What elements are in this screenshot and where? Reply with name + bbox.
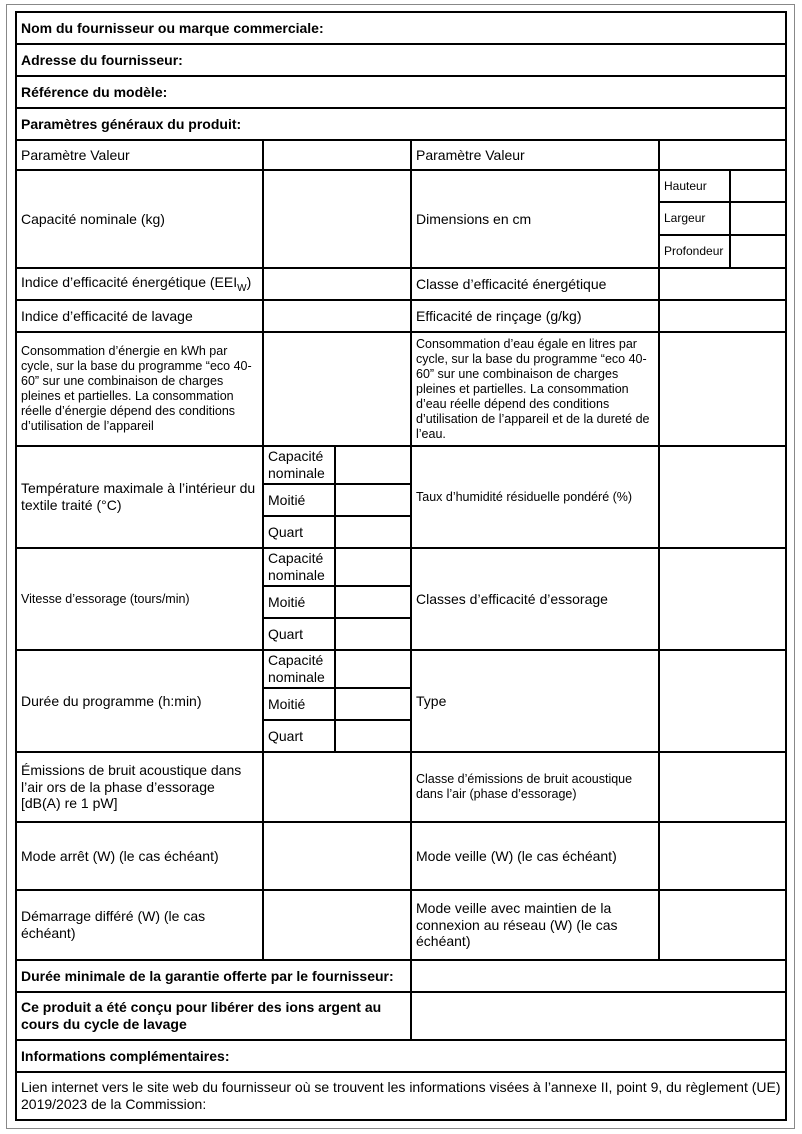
spin-quarter-load-value [334,617,412,651]
silver-ions-label: Ce produit a été conçu pour libérer des ions argent au cours du cycle de lavage [15,991,412,1041]
rinsing-value [658,299,787,333]
energy-consumption-label: Consommation d’énergie en kWh par cycle, sur la base du programme “eco 40-60” sur une combinaison de charges pleines et partielles. La consommation réelle d’énergie dépend des conditions d’utilisation de l’appareil [15,331,264,447]
delay-start-label: Démarrage différé (W) (le cas échéant) [15,889,264,961]
networked-standby-label: Mode veille avec maintien de la connexion au réseau (W) (le cas échéant) [410,889,660,961]
additional-info-row: Informations complémentaires: [15,1039,787,1073]
duration-quarter-load-label: Quart [262,719,336,753]
guarantee-label: Durée minimale de la garantie offerte par le fournisseur: [15,959,412,993]
header-right-value [658,139,787,171]
eei-text: Indice d’efficacité énergétique $(EEI_W)$ [21,273,252,294]
energy-class-label: Classe d’efficacité énergétique [410,267,660,301]
eei-value [262,267,412,301]
eei-label [15,267,264,301]
moisture-value [658,445,787,549]
guarantee-value [410,959,787,993]
type-label: Type [410,649,660,753]
model-reference-row: Référence du modèle: [15,75,787,109]
duration-full-load-value [334,649,412,689]
energy-class-value [658,267,787,301]
spin-half-load-value [334,585,412,619]
temp-full-load-label: Capacité nominale [262,445,336,485]
washing-index-label: Indice d’efficacité de lavage [15,299,264,333]
temp-half-load-value [334,483,412,517]
standby-mode-value [658,821,787,891]
spin-speed-label: Vitesse d’essorage (tours/min) [15,547,264,651]
water-consumption-value [658,331,787,447]
rated-capacity-label: Capacité nominale (kg) [15,169,264,269]
header-left-label: Paramètre Valeur [15,139,264,171]
silver-ions-value [410,991,787,1041]
header-right-label: Paramètre Valeur [410,139,660,171]
duration-quarter-load-value [334,719,412,753]
spin-full-load-label: Capacité nominale [262,547,336,587]
supplier-name-row: Nom du fournisseur ou marque commerciale: [15,11,787,45]
spin-half-load-label: Moitié [262,585,336,619]
programme-duration-label: Durée du programme (h:min) [15,649,264,753]
delay-start-value [262,889,412,961]
temp-quarter-load-value [334,515,412,549]
depth-label: Profondeur [658,234,731,269]
temp-full-load-value [334,445,412,485]
noise-label: Émissions de bruit acoustique dans l’air ors de la phase d’essorage [dB(A) re 1 pW] [15,751,264,823]
noise-class-label: Classe d’émissions de bruit acoustique dans l’air (phase d’essorage) [410,751,660,823]
rated-capacity-value [262,169,412,269]
dimensions-label: Dimensions en cm [410,169,660,269]
width-label: Largeur [658,201,731,236]
rinsing-label: Efficacité de rinçage (g/kg) [410,299,660,333]
width-value [729,201,787,236]
header-left-value [262,139,412,171]
supplier-address-row: Adresse du fournisseur: [15,43,787,77]
duration-half-load-label: Moitié [262,687,336,721]
off-mode-value [262,821,412,891]
height-label: Hauteur [658,169,731,203]
energy-consumption-value [262,331,412,447]
temp-quarter-load-label: Quart [262,515,336,549]
washing-index-value [262,299,412,333]
spin-full-load-value [334,547,412,587]
noise-value [262,751,412,823]
off-mode-label: Mode arrêt (W) (le cas échéant) [15,821,264,891]
spin-class-value [658,547,787,651]
moisture-label: Taux d’humidité résiduelle pondéré (%) [410,445,660,549]
networked-standby-value [658,889,787,961]
duration-full-load-label: Capacité nominale [262,649,336,689]
standby-mode-label: Mode veille (W) (le cas échéant) [410,821,660,891]
general-params-row: Paramètres généraux du produit: [15,107,787,141]
depth-value [729,234,787,269]
spin-class-label: Classes d’efficacité d’essorage [410,547,660,651]
max-temperature-label: Température maximale à l’intérieur du textile traité (°C) [15,445,264,549]
noise-class-value [658,751,787,823]
weblink-row: Lien internet vers le site web du fournisseur où se trouvent les informations visées à l’annexe II, point 9, du règlement (UE) 2019/2023 de la Commission: [15,1071,787,1121]
temp-half-load-label: Moitié [262,483,336,517]
duration-half-load-value [334,687,412,721]
water-consumption-label: Consommation d’eau égale en litres par cycle, sur la base du programme “eco 40-60” sur une combinaison de charges pleines et partielles. La consommation d’eau réelle dépend des conditions d’utilisation de l’appareil et de la dureté de l’eau. [410,331,660,447]
height-value [729,169,787,203]
type-value [658,649,787,753]
spin-quarter-load-label: Quart [262,617,336,651]
